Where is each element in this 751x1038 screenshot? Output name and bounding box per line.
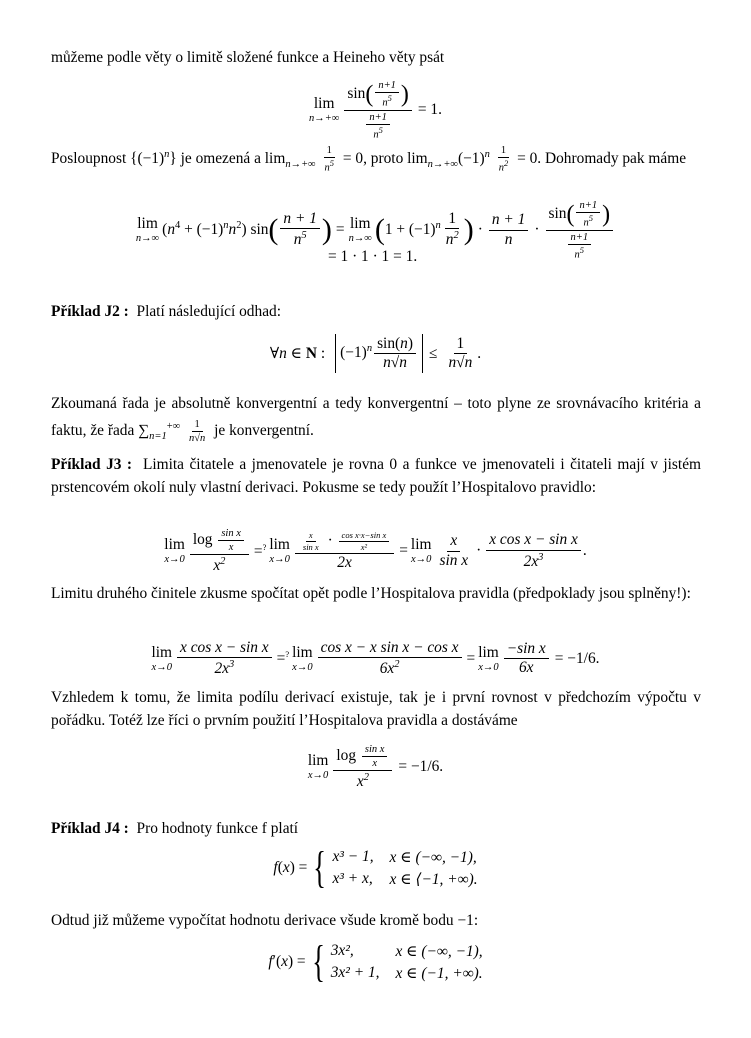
f-domain-1: x ∈ (−∞, −1), bbox=[389, 848, 477, 866]
example-j2-paragraph: Zkoumaná řada je absolutně konvergentní a tedy konvergentní – toto plyne ze srovnávacího kritéria a faktu, že řada $\sum_{n=1}^{+\infty}$ $\frac{1}{n√n}$ je konvergentní. bbox=[51, 395, 701, 445]
example-j4-heading: Příklad J4 : Pro hodnoty funkce f platí bbox=[51, 820, 299, 837]
equation-estimate: ∀n ∈ N : $(-1)^n$ $\frac{\sin(n)}{n√n}$ ≤ $\frac{1}{n√n}$ . bbox=[0, 334, 751, 373]
example-j2-heading: Příklad J2 : Platí následující odhad: bbox=[51, 303, 281, 320]
equation-f-definition: f ( x ) = { x³ − 1, x ∈ (−∞, −1), x³ + x, x ∈ ⟨−1, +∞). bbox=[273, 843, 478, 892]
f-domain-2: x ∈ ⟨−1, +∞). bbox=[389, 870, 478, 888]
equation-derivative: f ′( x ) = { 3x², x ∈ (−∞, −1), 3x² + 1, x ∈ (−1, +∞). bbox=[268, 937, 483, 986]
example-j4-paragraph: Odtud již můžeme vypočítat hodnotu derivace všude kromě bodu −1: bbox=[51, 912, 479, 929]
intro-paragraph: můžeme podle věty o limitě složené funkce a Heineho věty psát bbox=[51, 49, 445, 66]
document-page: můžeme podle věty o limitě složené funkce a Heineho věty psát lim n→+∞ sin( $\frac{n+1}{n^5}$ ) $\frac{n+1}{n^5}$ = 1. Posloupnost $\{(-1)^n\}$ je omezená a $\lim_{n\to+\infty}$ $\frac{1}{n^5}$ = 0, proto $\lim_{n\to+\infty}(-1)^n$ $\frac{1}{n^2}$ = 0. Dohromady pak máme lim n→∞ $(n^4 + (-1)^nn^2)$ sin ( $\frac{n + 1}{n^5}$ ) = lim n→∞ ( $1 + (-1)^n$ $\frac{1}{n^2}$ ) · $\frac{n + 1}{n}$ · sin( $\frac{n+1}{n^5}$ ) $\frac{n+1}{n^5}$ = 1 · 1 · 1 = 1. Příklad J2 : Platí následující odhad: ∀n ∈ N : $(-1)^n$ $\frac{\sin(n)}{n√n}$ ≤ $\frac{1}{n√n}$ . Zkoumaná řada je absolutně konvergentní a tedy konvergentní – toto plyne ze srovnávacího kritéria a faktu, že řada $\sum_{n=1}^{+\infty}$ $\frac{1}{n√n}$ je konvergentní. Příklad J3 : Limita čitatele a jmenovatele je rovna 0 a funkce ve jmenovateli i čitateli mají v jistém prstencovém okolí nuly vlastní derivaci. Pokusme se tedy použít l’Hospitalovo pravidlo: lim x→0 log $\frac{\text{sin x}}{x}$ $x^2$ =? lim x→0 $\frac{x}{\text{sin x}}$ · $\frac{\text{cos x·x−sin x}}{\text{x²}}$ 2x = lim x→0 $\frac{x}{\text{sin x}}$ · $\frac{\text{x cos x − sin x}}{2x^3}$ . Limitu druhého činitele zkusme spočítat opět podle l’Hospitalova pravidla (předpoklady jsou splněny!): lim x→0 $\frac{\text{x cos x − sin x}}{2x^3}$ =? lim x→0 $\frac{\text{cos x − x sin x − cos x}}{6x^2}$ = lim x→0 $\frac{\text{−sin x}}{6x}$ = −1/6. Vzhledem k tomu, že limita podílu derivací existuje, tak je i první rovnost v předchozím výpočtu v pořádku. Totéž lze říci o prvním použití l’Hospitalova pravidla a dostáváme lim x→0 log $\frac{\text{sin x}}{x}$ $x^2$ = −1/6. Příklad J4 : Pro hodnoty funkce f platí f ( x ) = { x³ − 1, x ∈ (−∞, −1), x³ + x, x ∈ ⟨−1, +∞). Odtud již můžeme vypočítat hodnotu derivace všude kromě bodu −1: f ′( x ) = { 3x², x ∈ (−∞, −1), 3x² + 1, x ∈ (−1, +∞). bbox=[0, 0, 751, 1038]
fp-case-1: 3x², bbox=[330, 941, 354, 959]
example-j3-paragraph-2: Limitu druhého činitele zkusme spočítat opět podle l’Hospitalova pravidla (předpoklady jsou splněny!): bbox=[51, 585, 691, 602]
eq2-line2: = 1 · 1 · 1 = 1. bbox=[328, 248, 418, 265]
eq1-result: = 1. bbox=[417, 101, 442, 119]
example-j3-paragraph-3: Vzhledem k tomu, že limita podílu derivací existuje, tak je i první rovnost v předchozím výpočtu v pořádku. Totéž lze říci o prvním použití l’Hospitalova pravidla a dostáváme bbox=[51, 689, 701, 729]
equation-lhospital-1: lim x→0 log $\frac{\text{sin x}}{x}$ $x^2$ =? lim x→0 $\frac{x}{\text{sin x}}$ · $\frac{\text{cos x·x−sin x}}{\text{x²}}$ 2x = lim x→0 $\frac{x}{\text{sin x}}$ · $\frac{\text{x cos x − sin x}}{2x^3}$ . bbox=[164, 528, 587, 575]
eq6-result: = −1/6. bbox=[398, 758, 444, 776]
f-case-1: x³ − 1, bbox=[332, 847, 374, 865]
eq5-result: = −1/6. bbox=[554, 649, 600, 667]
fp-case-2: 3x² + 1, bbox=[330, 963, 380, 981]
equation-final-limit: lim x→0 log $\frac{\text{sin x}}{x}$ $x^2$ = −1/6. bbox=[307, 744, 444, 791]
fp-domain-1: x ∈ (−∞, −1), bbox=[395, 942, 483, 960]
equation-limit-sine: lim n→+∞ sin( $\frac{n+1}{n^5}$ ) $\frac{n+1}{n^5}$ = 1. bbox=[309, 80, 442, 141]
sequence-paragraph: Posloupnost $\{(-1)^n\}$ je omezená a $\lim_{n\to+\infty}$ $\frac{1}{n^5}$ = 0, proto $\lim_{n\to+\infty}(-1)^n$ $\frac{1}{n^2}$ = 0. Dohromady pak máme bbox=[51, 145, 687, 174]
fp-domain-2: x ∈ (−1, +∞). bbox=[395, 964, 483, 982]
example-j3-paragraph: Příklad J3 : Limita čitatele a jmenovatele je rovna 0 a funkce ve jmenovateli i čitateli mají v jistém prstencovém okolí nuly vlastní derivaci. Pokusme se tedy použít l’Hospitalovo pravidlo: bbox=[51, 456, 702, 496]
f-case-2: x³ + x, bbox=[332, 869, 373, 887]
equation-lhospital-2: lim x→0 $\frac{\text{x cos x − sin x}}{2x^3}$ =? lim x→0 $\frac{\text{cos x − x sin x − cos x}}{6x^2}$ = lim x→0 $\frac{\text{−sin x}}{6x}$ = −1/6. bbox=[151, 639, 600, 678]
